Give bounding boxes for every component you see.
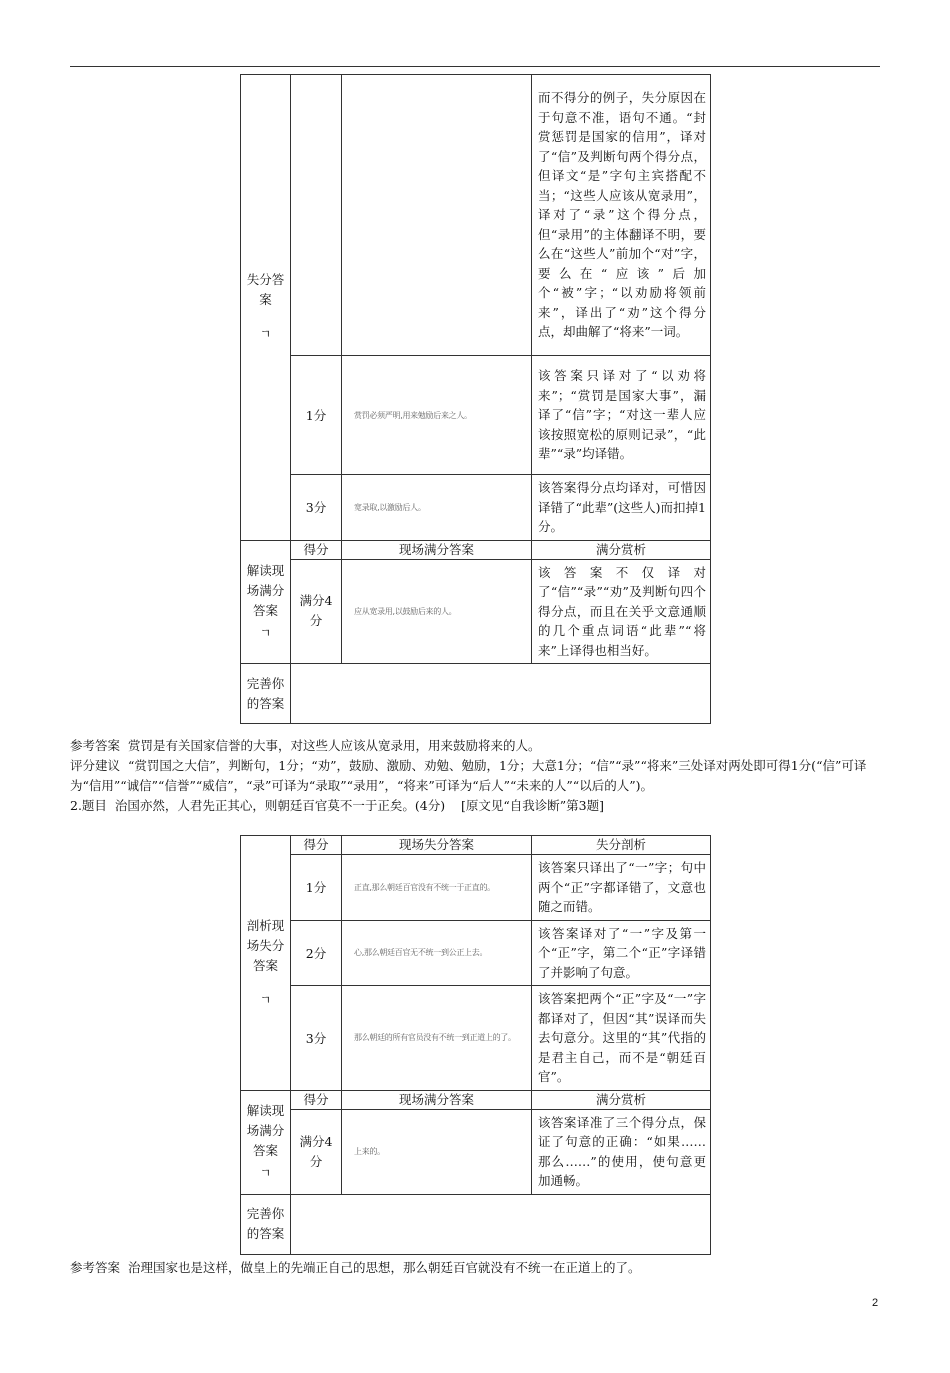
table-row [241,920,711,986]
arrow-mark-icon: ㄱ [259,327,272,342]
score-cell: 1分 [291,356,342,475]
table-2 [240,835,711,1255]
header-score: 得分 [291,1090,342,1109]
question-label: 2.题目 [70,798,107,813]
score-cell: 3分 [291,475,342,541]
table-header-row [241,1090,711,1109]
ref-label: 参考答案 [70,738,121,753]
handwritten-answer: 那么朝廷的所有官员没有不统一到正道上的了。 [342,986,532,1091]
handwritten-answer: 正直,那么朝廷百官没有不统一于正直的。 [342,855,532,921]
improve-blank-cell[interactable] [291,1194,711,1254]
ref-text: 赏罚是有关国家信誉的大事，对这些人应该从宽录用，用来鼓励将来的人。 [127,738,541,753]
handwritten-answer: 宽录取,以激励后人。 [342,475,532,541]
table-row [241,1109,711,1194]
question-2 [70,796,885,816]
score-cell: 满分4分 [291,559,342,664]
table-header-row [241,540,711,559]
ref-label: 参考答案 [70,1260,121,1275]
score-cell: 2分 [291,920,342,986]
suggest-label: 评分建议 [70,758,121,773]
section-full-answers [241,1090,291,1194]
score-cell: 1分 [291,855,342,921]
header-analysis: 满分赏析 [532,1090,711,1109]
section-lost-answers [241,836,291,1091]
handwritten-answer: 上来的。 [342,1109,532,1194]
analysis-cell: 该答案译对了“一”字及第一个“正”字，第二个“正”字译错了并影响了句意。 [532,920,711,986]
section-full-answers [241,540,291,664]
reference-answer-1 [70,736,885,756]
handwritten-answer [342,75,532,356]
arrow-mark-icon: ㄱ [259,1166,272,1180]
handwritten-answer: 心,那么朝廷百官无不统一到公正上去。 [342,920,532,986]
table-row [241,559,711,664]
scoring-suggestion [70,756,885,796]
table-row [241,986,711,1091]
analysis-cell: 该答案不仅译对了“信”“录”“劝”及判断句四个得分点，而且在关乎文意通顺的几个重点词语“此辈”“将来”上译得也相当好。 [532,559,711,664]
table-row [241,75,711,356]
header-answer: 现场满分答案 [342,540,532,559]
score-cell [291,75,342,356]
question-source: [原文见“自我诊断”第3题] [461,798,605,813]
table-row [241,855,711,921]
section-label: 解读现场满分答案 [246,1103,285,1158]
table-row [241,475,711,541]
analysis-cell: 而不得分的例子，失分原因在于句意不准，语句不通。“封赏惩罚是国家的信用”，译对了“信”及判断句两个得分点，但译文“是”字句主宾搭配不当；“这些人应该从宽录用”，译对了“录”这个得分点，但“录用”的主体翻译不明，要么在“这些人”前加个“对”字，要么在“应该”后加个“被”字；“以劝励将领前来”，译出了“劝”这个得分点，却曲解了“将来”一词。 [532,75,711,356]
handwritten-answer: 赏罚必须严明,用来勉励后来之人。 [342,356,532,475]
arrow-mark-icon: ㄱ [259,625,272,640]
section-improve: 完善你的答案 [241,1194,291,1254]
analysis-cell: 该答案只译出了“一”字；句中两个“正”字都译错了，文意也随之而错。 [532,855,711,921]
handwritten-answer: 应从宽录用,以鼓励后来的人。 [342,559,532,664]
suggest-text: “赏罚国之大信”，判断句，1分；“劝”，鼓励、激励、劝勉、勉励，1分；大意1分；“信”“录”“将来”三处译对两处即可得1分(“信”可译为“信用”“诚信”“信誉”“威信”，“录”可译为“录取”“录用”，“将来”可译为“后人”“未来的人”“以后的人”)。 [70,758,867,793]
reference-answer-2 [70,1258,885,1278]
score-cell: 3分 [291,986,342,1091]
table-header-row [241,836,711,855]
header-answer: 现场满分答案 [342,1090,532,1109]
section-label: 失分答案 [246,272,285,308]
header-score: 得分 [291,540,342,559]
arrow-mark-icon: ㄱ [259,992,272,1007]
question-text: 治国亦然，人君先正其心，则朝廷百官莫不一于正矣。(4分) [114,798,446,813]
section-improve: 完善你的答案 [241,664,291,724]
section-label: 解读现场满分答案 [246,562,285,618]
improve-blank-cell[interactable] [291,664,711,724]
table-row [241,1194,711,1254]
header-rule [70,66,880,67]
analysis-cell: 该答案译准了三个得分点，保证了句意的正确：“如果……那么……”的使用，使句意更加通畅。 [532,1109,711,1194]
table-row [241,664,711,724]
analysis-cell: 该答案得分点均译对，可惜因译错了“此辈”(这些人)而扣掉1分。 [532,475,711,541]
table-row [241,356,711,475]
analysis-cell: 该答案只译对了“以劝将来”；“赏罚是国家大事”，漏译了“信”字；“对这一辈人应该按照宽松的原则记录”，“此辈”“录”均译错。 [532,356,711,475]
header-analysis: 失分剖析 [532,836,711,855]
table-1 [240,74,711,724]
header-answer: 现场失分答案 [342,836,532,855]
ref-text: 治理国家也是这样，做皇上的先端正自己的思想，那么朝廷百官就没有不统一在正道上的了。 [127,1260,641,1275]
page-number: 2 [872,1297,879,1309]
score-cell: 满分4分 [291,1109,342,1194]
section-label: 剖析现场失分答案 [246,917,285,973]
header-analysis: 满分赏析 [532,540,711,559]
analysis-cell: 该答案把两个“正”字及“一”字都译对了，但因“其”误译而失去句意分。这里的“其”代指的是君主自己，而不是“朝廷百官”。 [532,986,711,1091]
header-score: 得分 [291,836,342,855]
section-lost-answers [241,75,291,541]
